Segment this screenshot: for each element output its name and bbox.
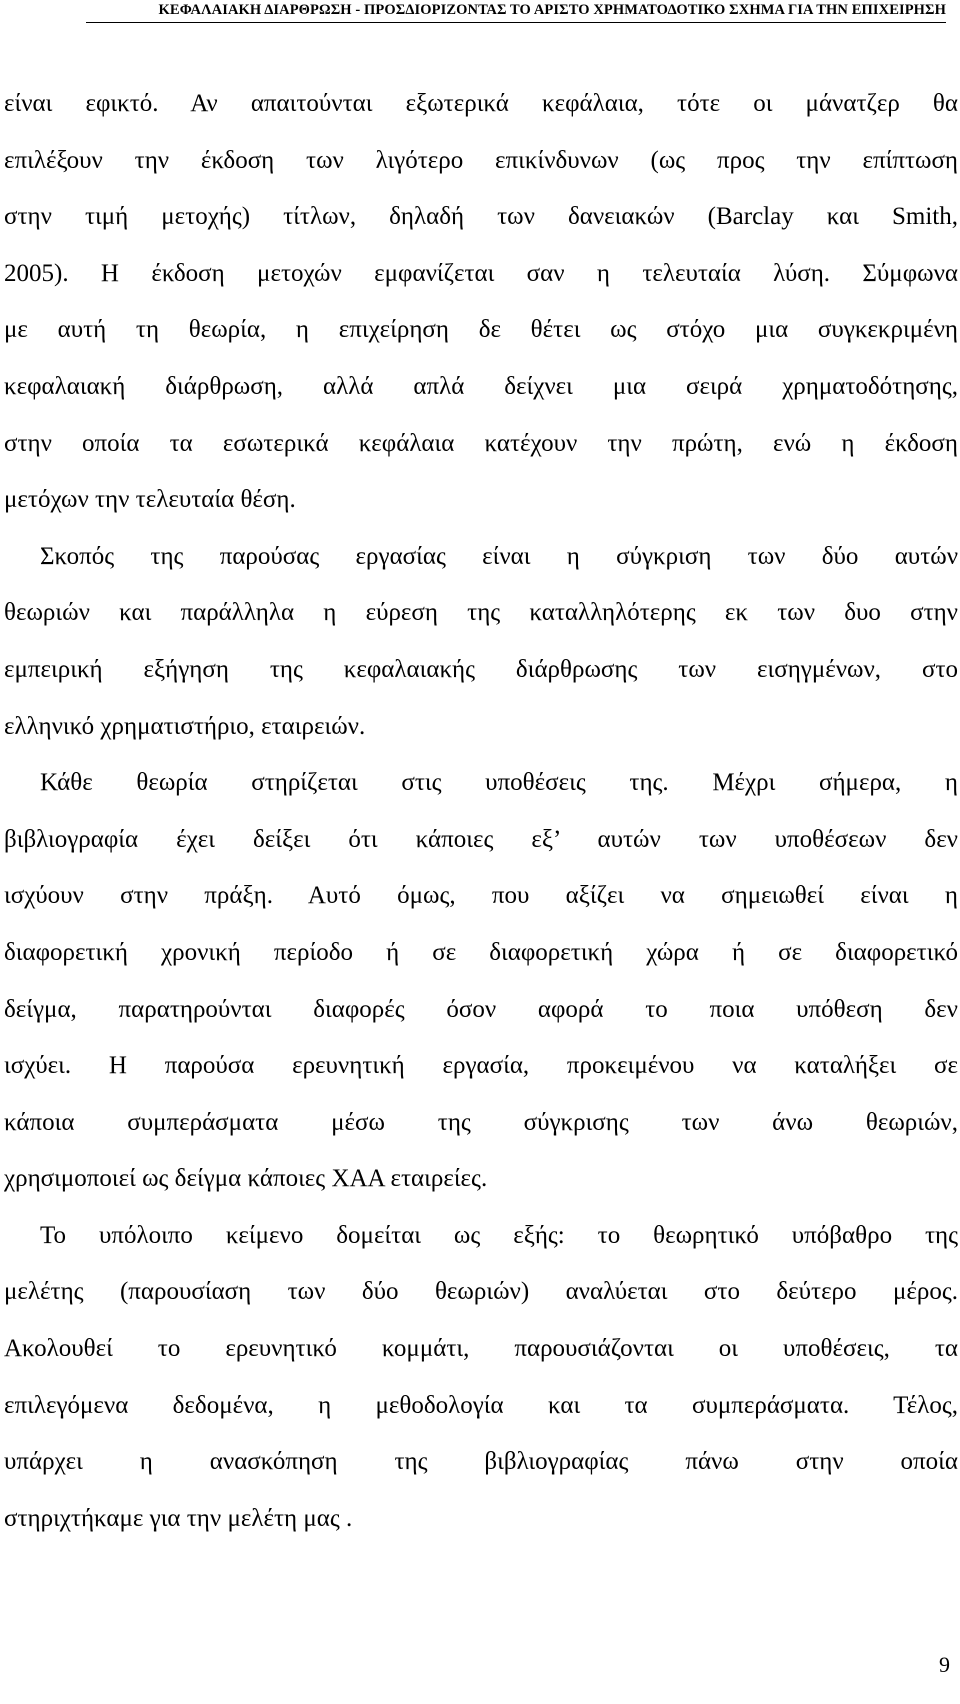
- text-line-indented: Κάθε θεωρία στηρίζεται στις υποθέσεις της. Μέχρι σήμερα, η: [40, 769, 958, 797]
- text-line: με αυτή τη θεωρία, η επιχείρηση δε θέτει ως στόχο μια συγκεκριμένη: [4, 316, 958, 344]
- text-line: επιλέξουν την έκδοση των λιγότερο επικίνδυνων (ως προς την επίπτωση: [4, 146, 958, 174]
- text-line: είναι εφικτό. Αν απαιτούνται εξωτερικά κεφάλαια, τότε οι μάνατζερ θα: [4, 90, 958, 117]
- text-line: μελέτης (παρουσίαση των δύο θεωριών) αναλύεται στο δεύτερο μέρος.: [4, 1278, 958, 1306]
- text-line: κάποια συμπεράσματα μέσω της σύγκρισης των άνω θεωριών,: [4, 1108, 958, 1136]
- text-line: μετόχων την τελευταία θέση.: [4, 486, 296, 514]
- text-line: στην τιμή μετοχής) τίτλων, δηλαδή των δανειακών (Barclay και Smith,: [4, 203, 958, 231]
- text-line: δείγμα, παρατηρούνται διαφορές όσον αφορά το ποια υπόθεση δεν: [4, 995, 958, 1023]
- text-line: στην οποία τα εσωτερικά κεφάλαια κατέχουν την πρώτη, ενώ η έκδοση: [4, 429, 958, 457]
- text-line: στηριχτήκαμε για την μελέτη μας .: [4, 1504, 353, 1532]
- text-line: Ακολουθεί το ερευνητικό κομμάτι, παρουσιάζονται οι υποθέσεις, τα: [4, 1335, 958, 1363]
- text-line: επιλεγόμενα δεδομένα, η μεθοδολογία και τα συμπεράσματα. Τέλος,: [4, 1391, 958, 1419]
- text-line: θεωριών και παράλληλα η εύρεση της καταλληλότερης εκ των δυο στην: [4, 599, 958, 627]
- text-line: ισχύουν στην πράξη. Αυτό όμως, που αξίζει να σημειωθεί είναι η: [4, 882, 958, 910]
- text-line: ελληνικό χρηματιστήριο, εταιρειών.: [4, 712, 366, 740]
- page-number: 9: [939, 1652, 950, 1677]
- text-line: χρησιμοποιεί ως δείγμα κάποιες ΧΑΑ εταιρείες.: [4, 1165, 488, 1193]
- body-text: [4, 76, 958, 1547]
- text-line: 2005). Η έκδοση μετοχών εμφανίζεται σαν η τελευταία λύση. Σύμφωνα: [4, 259, 958, 287]
- text-line-indented: Το υπόλοιπο κείμενο δομείται ως εξής: το θεωρητικό υπόβαθρο της: [40, 1221, 958, 1249]
- text-line: βιβλιογραφία έχει δείξει ότι κάποιες εξ’ αυτών των υποθέσεων δεν: [4, 825, 958, 853]
- running-header: ΚΕΦΑΛΑΙΑΚΗ ΔΙΑΡΘΡΩΣΗ - ΠΡΟΣΔΙΟΡΙΖΟΝΤΑΣ ΤΟ ΑΡΙΣΤΟ ΧΡΗΜΑΤΟΔΟΤΙΚΟ ΣΧΗΜΑ ΓΙΑ ΤΗΝ ΕΠΙΧΕΙΡΗΣΗ: [86, 2, 946, 23]
- text-line: ισχύει. Η παρούσα ερευνητική εργασία, προκειμένου να καταλήξει σε: [4, 1052, 958, 1080]
- text-line: κεφαλαιακή διάρθρωση, αλλά απλά δείχνει μια σειρά χρηματοδότησης,: [4, 372, 958, 400]
- text-line: εμπειρική εξήγηση της κεφαλαιακής διάρθρωσης των εισηγμένων, στο: [4, 655, 958, 683]
- text-line: διαφορετική χρονική περίοδο ή σε διαφορετική χώρα ή σε διαφορετικό: [4, 938, 958, 966]
- text-line: υπάρχει η ανασκόπηση της βιβλιογραφίας πάνω στην οποία: [4, 1448, 958, 1476]
- text-line-indented: Σκοπός της παρούσας εργασίας είναι η σύγκριση των δύο αυτών: [40, 542, 958, 570]
